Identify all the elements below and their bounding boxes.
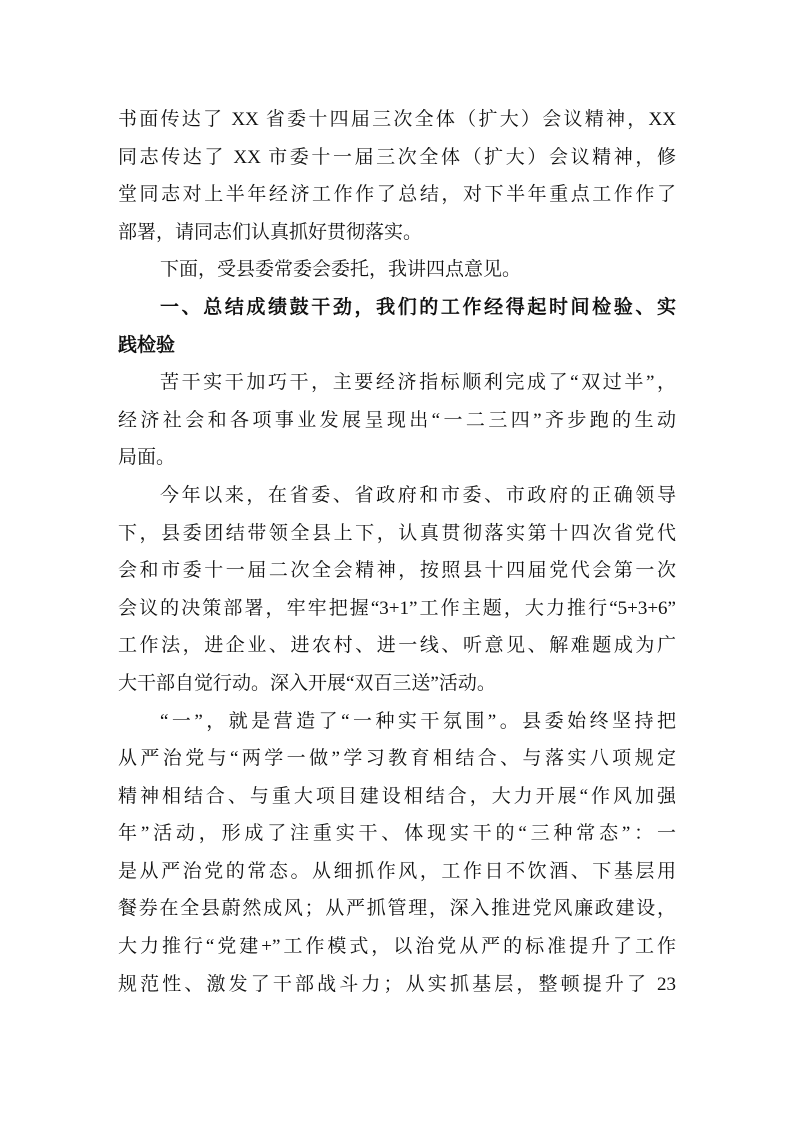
paragraph-line: 下面，受县委常委会委托，我讲四点意见。 [160, 259, 522, 281]
paragraph-line: 今年以来，在省委、省政府和市委、市政府的正确领导 [160, 484, 676, 506]
paragraph-line: 下，县委团结带领全县上下，认真贯彻落实第十四次省党代 [118, 522, 676, 544]
section-heading-line: 践检验 [118, 333, 176, 356]
paragraph-line: 年”活动，形成了注重实干、体现实干的“三种常态”：一 [118, 823, 676, 845]
paragraph-line: 堂同志对上半年经济工作作了总结，对下半年重点工作作了 [118, 184, 676, 206]
paragraph-line: 同志传达了 XX 市委十一届三次全体（扩大）会议精神，修 [118, 146, 676, 168]
paragraph-line: 规范性、激发了干部战斗力；从实抓基层，整顿提升了 23 [118, 973, 676, 995]
paragraph-line: 苦干实干加巧干，主要经济指标顺利完成了“双过半”， [160, 372, 676, 394]
paragraph-line: 工作法，进企业、进农村、进一线、听意见、解难题成为广 [118, 635, 676, 657]
paragraph-line: 大干部自觉行动。深入开展“双百三送”活动。 [118, 672, 496, 694]
paragraph-line: 精神相结合、与重大项目建设相结合，大力开展“作风加强 [118, 785, 676, 807]
paragraph-line: 书面传达了 XX 省委十四届三次全体（扩大）会议精神，XX [118, 109, 676, 130]
paragraph-line: “一”，就是营造了“一种实干氛围”。县委始终坚持把 [160, 710, 676, 732]
paragraph-line: 餐券在全县蔚然成风；从严抓管理，深入推进党风廉政建设， [118, 898, 676, 920]
paragraph-line: 会议的决策部署，牢牢把握“3+1”工作主题，大力推行“5+3+6” [118, 597, 676, 619]
paragraph-line: 大力推行“党建+”工作模式，以治党从严的标准提升了工作 [118, 936, 676, 958]
paragraph-line: 从严治党与“两学一做”学习教育相结合、与落实八项规定 [118, 748, 676, 770]
paragraph-line: 是从严治党的常态。从细抓作风，工作日不饮酒、下基层用 [118, 860, 676, 882]
paragraph-line: 经济社会和各项事业发展呈现出“一二三四”齐步跑的生动 [118, 409, 676, 431]
paragraph-line: 局面。 [118, 447, 176, 469]
paragraph-line: 会和市委十一届二次全会精神，按照县十四届党代会第一次 [118, 560, 676, 582]
section-heading-line: 一、总结成绩鼓干劲，我们的工作经得起时间检验、实 [160, 295, 676, 318]
document-body [118, 101, 676, 1003]
paragraph-line: 部署，请同志们认真抓好贯彻落实。 [118, 221, 423, 243]
